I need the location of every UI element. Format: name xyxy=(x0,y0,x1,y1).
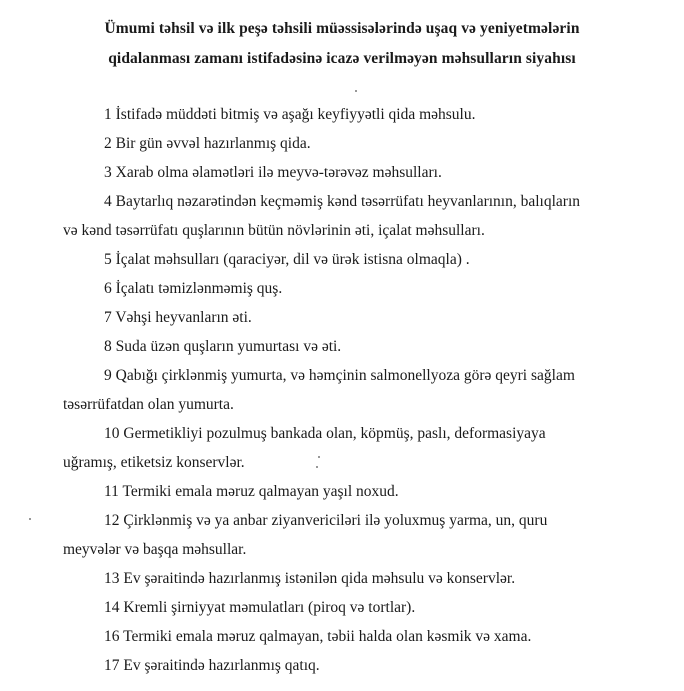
list-item-4-continuation: və kənd təsərrüfatı quşlarının bütün növlərinin əti, içalat məhsulları. xyxy=(63,222,485,239)
list-item-6: 6 İçalatı təmizlənməmiş quş. xyxy=(104,280,283,297)
list-item-8: 8 Suda üzən quşların yumurtası və əti. xyxy=(104,338,342,355)
scan-speck xyxy=(316,466,318,468)
list-item-10: 10 Germetikliyi pozulmuş bankada olan, köpmüş, paslı, deformasiyaya xyxy=(104,425,546,442)
list-item-14: 14 Kremli şirniyyat məmulatları (piroq və tortlar). xyxy=(104,599,416,616)
list-item-12-continuation: meyvələr və başqa məhsullar. xyxy=(63,541,247,558)
document-title-line-2: qidalanması zamanı istifadəsinə icazə verilməyən məhsulların siyahısı xyxy=(108,50,576,67)
scan-speck xyxy=(355,90,357,92)
list-item-9-continuation: təsərrüfatdan olan yumurta. xyxy=(63,396,234,413)
scan-speck xyxy=(29,518,31,520)
list-item-2: 2 Bir gün əvvəl hazırlanmış qida. xyxy=(104,135,311,152)
list-item-17: 17 Ev şəraitində hazırlanmış qatıq. xyxy=(104,657,320,674)
list-item-16: 16 Termiki emala məruz qalmayan, təbii halda olan kəsmik və xama. xyxy=(104,628,532,645)
scan-speck xyxy=(318,456,320,458)
list-item-13: 13 Ev şəraitində hazırlanmış istənilən qida məhsulu və konservlər. xyxy=(104,570,516,587)
list-item-11: 11 Termiki emala məruz qalmayan yaşıl noxud. xyxy=(104,483,399,500)
list-item-1: 1 İstifadə müddəti bitmiş və aşağı keyfiyyətli qida məhsulu. xyxy=(104,106,476,123)
list-item-12: 12 Çirklənmiş və ya anbar ziyanvericiləri ilə yoluxmuş yarma, un, quru xyxy=(104,512,548,529)
list-item-3: 3 Xarab olma əlamətləri ilə meyvə-tərəvəz məhsulları. xyxy=(104,164,442,181)
list-item-4: 4 Baytarlıq nəzarətindən keçməmiş kənd təsərrüfatı heyvanlarının, balıqların xyxy=(104,193,581,210)
list-item-5: 5 İçalat məhsulları (qaraciyər, dil və ürək istisna olmaqla) . xyxy=(104,251,470,268)
list-item-9: 9 Qabığı çirklənmiş yumurta, və həmçinin salmonellyoza görə qeyri sağlam xyxy=(104,367,575,384)
list-item-7: 7 Vəhşi heyvanların əti. xyxy=(104,309,252,326)
document-title-line-1: Ümumi təhsil və ilk peşə təhsili müəssisələrində uşaq və yeniyetmələrin xyxy=(104,20,580,37)
list-item-10-continuation: uğramış, etiketsiz konservlər. xyxy=(63,454,245,471)
